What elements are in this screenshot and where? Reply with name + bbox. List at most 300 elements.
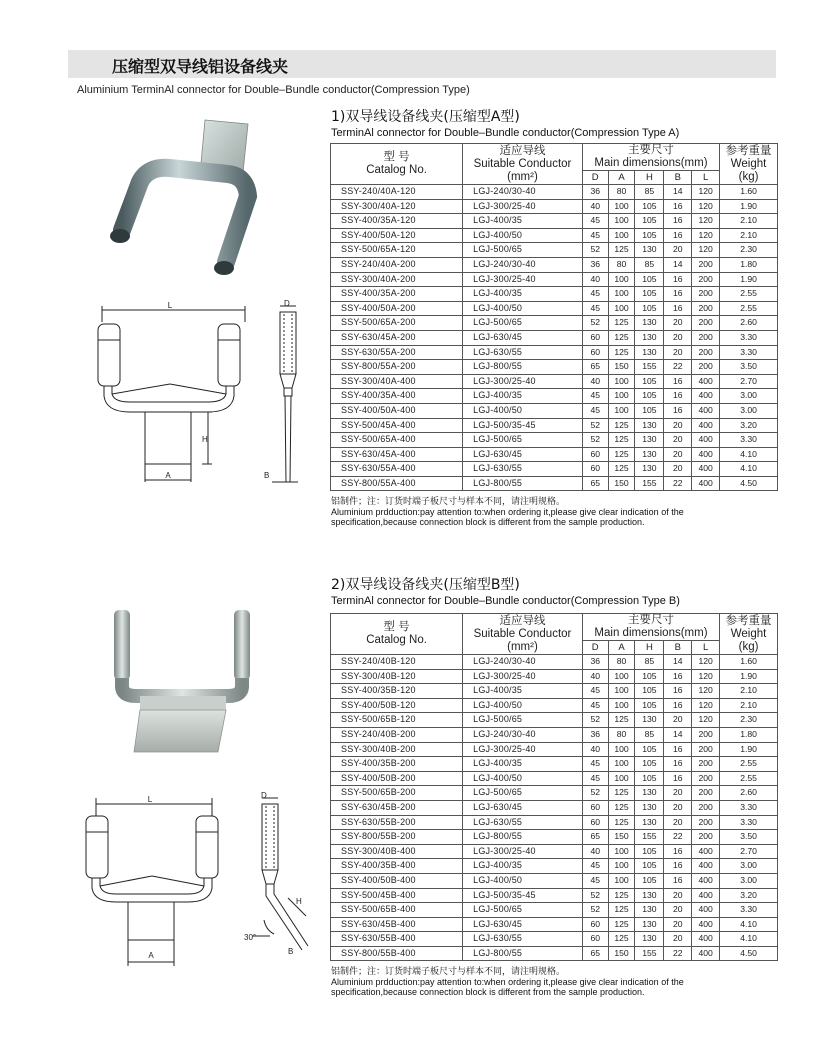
- dimension-cell: 100: [608, 771, 635, 786]
- catalog-cell: SSY-800/55A-400: [331, 476, 463, 491]
- dimension-cell: 20: [664, 888, 692, 903]
- table-row: [331, 272, 778, 287]
- table-row: [331, 932, 778, 947]
- dimension-cell: 85: [635, 185, 664, 200]
- dimension-cell: 150: [608, 830, 635, 845]
- weight-cell: 2.30: [720, 243, 778, 258]
- weight-cell: 3.00: [720, 403, 778, 418]
- catalog-cell: SSY-500/45B-400: [331, 888, 463, 903]
- dimension-cell: 45: [582, 859, 608, 874]
- dimension-cell: 125: [608, 418, 635, 433]
- dimension-cell: 200: [692, 742, 720, 757]
- table-row: [331, 301, 778, 316]
- table-row: [331, 873, 778, 888]
- conductor-cell: LGJ-500/65: [463, 316, 583, 331]
- dimension-cell: 150: [608, 946, 635, 961]
- dimension-cell: 125: [608, 447, 635, 462]
- dimension-cell: 120: [692, 228, 720, 243]
- conductor-cell: LGJ-400/50: [463, 301, 583, 316]
- conductor-cell: LGJ-630/45: [463, 917, 583, 932]
- weight-cell: 2.55: [720, 771, 778, 786]
- weight-cell: 2.55: [720, 757, 778, 772]
- dim-label-h: H: [296, 897, 302, 906]
- dim-label-angle: 30°: [244, 933, 257, 942]
- table-body: [331, 185, 778, 491]
- conductor-cell: LGJ-240/30-40: [463, 655, 583, 670]
- dimension-cell: 105: [635, 771, 664, 786]
- dimension-cell: 45: [582, 287, 608, 302]
- catalog-cell: SSY-300/40A-120: [331, 199, 463, 214]
- dimension-cell: 100: [608, 287, 635, 302]
- table-row: [331, 345, 778, 360]
- conductor-cell: LGJ-240/30-40: [463, 727, 583, 742]
- table-row: [331, 859, 778, 874]
- dimension-cell: 155: [635, 830, 664, 845]
- conductor-cell: LGJ-500/65: [463, 713, 583, 728]
- dimension-cell: 105: [635, 873, 664, 888]
- dimension-cell: 400: [692, 859, 720, 874]
- dim-header-cell: L: [692, 641, 720, 655]
- table-row: [331, 447, 778, 462]
- table-row: [331, 888, 778, 903]
- dimension-cell: 20: [664, 903, 692, 918]
- catalog-cell: SSY-400/35A-120: [331, 214, 463, 229]
- dimension-cell: 60: [582, 462, 608, 477]
- dimension-cell: 130: [635, 786, 664, 801]
- weight-cell: 1.90: [720, 742, 778, 757]
- dimension-cell: 36: [582, 655, 608, 670]
- dimension-cell: 16: [664, 301, 692, 316]
- dimension-cell: 125: [608, 917, 635, 932]
- conductor-cell: LGJ-400/35: [463, 684, 583, 699]
- dimension-cell: 120: [692, 698, 720, 713]
- catalog-cell: SSY-500/65B-400: [331, 903, 463, 918]
- table-row: [331, 713, 778, 728]
- dimension-cell: 20: [664, 815, 692, 830]
- conductor-cell: LGJ-500/35-45: [463, 418, 583, 433]
- conductor-cell: LGJ-500/65: [463, 786, 583, 801]
- weight-cell: 3.00: [720, 389, 778, 404]
- weight-cell: 2.55: [720, 287, 778, 302]
- dimension-cell: 20: [664, 932, 692, 947]
- catalog-cell: SSY-630/45A-400: [331, 447, 463, 462]
- conductor-cell: LGJ-500/65: [463, 903, 583, 918]
- header-conductor: 适应导线 Suitable Conductor (mm²): [463, 614, 583, 655]
- weight-cell: 4.50: [720, 476, 778, 491]
- weight-cell: 3.20: [720, 418, 778, 433]
- weight-cell: 2.60: [720, 786, 778, 801]
- dimension-cell: 100: [608, 374, 635, 389]
- dim-header-cell: A: [608, 171, 635, 185]
- dimension-cell: 16: [664, 287, 692, 302]
- dimension-cell: 120: [692, 214, 720, 229]
- product-photo-type-b: [100, 600, 260, 760]
- dimension-cell: 130: [635, 243, 664, 258]
- dimension-cell: 60: [582, 917, 608, 932]
- dimension-cell: 16: [664, 742, 692, 757]
- table-row: [331, 360, 778, 375]
- dimension-cell: 52: [582, 713, 608, 728]
- dimension-cell: 52: [582, 903, 608, 918]
- conductor-cell: LGJ-240/30-40: [463, 257, 583, 272]
- weight-cell: 1.90: [720, 199, 778, 214]
- catalog-cell: SSY-630/55B-400: [331, 932, 463, 947]
- dimension-cell: 120: [692, 713, 720, 728]
- dimension-cell: 130: [635, 462, 664, 477]
- dimension-cell: 45: [582, 757, 608, 772]
- dimension-cell: 52: [582, 418, 608, 433]
- table-row: [331, 771, 778, 786]
- dimension-cell: 125: [608, 786, 635, 801]
- catalog-cell: SSY-240/40B-200: [331, 727, 463, 742]
- dimension-cell: 36: [582, 185, 608, 200]
- dimension-cell: 16: [664, 199, 692, 214]
- dimension-cell: 105: [635, 228, 664, 243]
- spec-table-type-a: [330, 143, 778, 491]
- dimension-cell: 105: [635, 287, 664, 302]
- dimension-cell: 400: [692, 418, 720, 433]
- dimension-cell: 130: [635, 815, 664, 830]
- dimension-cell: 150: [608, 476, 635, 491]
- catalog-cell: SSY-400/50A-200: [331, 301, 463, 316]
- dimension-cell: 45: [582, 403, 608, 418]
- dimension-cell: 65: [582, 476, 608, 491]
- dimension-cell: 400: [692, 389, 720, 404]
- dimension-cell: 20: [664, 330, 692, 345]
- weight-cell: 1.80: [720, 257, 778, 272]
- dim-header-cell: B: [664, 641, 692, 655]
- dim-header-cell: H: [635, 171, 664, 185]
- catalog-cell: SSY-400/35B-120: [331, 684, 463, 699]
- table-row: [331, 669, 778, 684]
- dimension-cell: 45: [582, 389, 608, 404]
- catalog-cell: SSY-240/40A-120: [331, 185, 463, 200]
- table-row: [331, 257, 778, 272]
- catalog-cell: SSY-240/40B-120: [331, 655, 463, 670]
- dim-label-b: B: [288, 947, 294, 956]
- dimension-cell: 130: [635, 917, 664, 932]
- conductor-cell: LGJ-300/25-40: [463, 669, 583, 684]
- section-b-note: 铝制件；注：订货时端子板尺寸与样本不同，请注明规格。 Aluminium prdduction:pay attention to:when ordering it,please give clear indication of the specification,because connection block is different from the sample production.: [331, 966, 684, 997]
- weight-cell: 2.30: [720, 713, 778, 728]
- table-row: [331, 199, 778, 214]
- table-body: [331, 655, 778, 961]
- conductor-cell: LGJ-630/55: [463, 345, 583, 360]
- conductor-cell: LGJ-400/50: [463, 698, 583, 713]
- dimension-cell: 36: [582, 257, 608, 272]
- dimension-cell: 60: [582, 815, 608, 830]
- dimension-cell: 80: [608, 257, 635, 272]
- dimension-cell: 65: [582, 946, 608, 961]
- weight-cell: 1.90: [720, 272, 778, 287]
- conductor-cell: LGJ-630/45: [463, 447, 583, 462]
- conductor-cell: LGJ-400/35: [463, 757, 583, 772]
- dimension-cell: 125: [608, 888, 635, 903]
- dimension-cell: 105: [635, 698, 664, 713]
- section-b-title: 2)双导线设备线夹(压缩型B型): [331, 577, 520, 593]
- dimension-cell: 130: [635, 800, 664, 815]
- weight-cell: 4.10: [720, 462, 778, 477]
- weight-cell: 2.60: [720, 316, 778, 331]
- dim-label-h: H: [202, 435, 208, 444]
- dim-header-cell: A: [608, 641, 635, 655]
- dimension-cell: 125: [608, 462, 635, 477]
- dimension-cell: 120: [692, 243, 720, 258]
- table-row: [331, 462, 778, 477]
- dimension-cell: 52: [582, 316, 608, 331]
- weight-cell: 3.20: [720, 888, 778, 903]
- dimension-cell: 200: [692, 815, 720, 830]
- table-row: [331, 684, 778, 699]
- dimension-cell: 400: [692, 888, 720, 903]
- catalog-cell: SSY-400/35B-200: [331, 757, 463, 772]
- dimension-cell: 60: [582, 345, 608, 360]
- header-weight: 参考重量 Weight (kg): [720, 614, 778, 655]
- section-a-title: 1)双导线设备线夹(压缩型A型): [331, 109, 520, 125]
- weight-cell: 4.10: [720, 932, 778, 947]
- dimension-cell: 200: [692, 316, 720, 331]
- dimension-cell: 20: [664, 462, 692, 477]
- dimension-cell: 100: [608, 199, 635, 214]
- dimension-cell: 14: [664, 257, 692, 272]
- dim-label-d: D: [261, 791, 267, 800]
- dimension-cell: 20: [664, 433, 692, 448]
- conductor-cell: LGJ-400/50: [463, 228, 583, 243]
- weight-cell: 3.30: [720, 345, 778, 360]
- dimension-cell: 85: [635, 257, 664, 272]
- dimension-cell: 120: [692, 669, 720, 684]
- catalog-cell: SSY-400/50B-400: [331, 873, 463, 888]
- conductor-cell: LGJ-800/55: [463, 476, 583, 491]
- weight-cell: 2.55: [720, 301, 778, 316]
- weight-cell: 3.00: [720, 873, 778, 888]
- dimension-cell: 155: [635, 946, 664, 961]
- dimension-cell: 125: [608, 330, 635, 345]
- dimension-cell: 105: [635, 301, 664, 316]
- catalog-cell: SSY-630/55A-400: [331, 462, 463, 477]
- conductor-cell: LGJ-300/25-40: [463, 199, 583, 214]
- dimension-cell: 105: [635, 684, 664, 699]
- dimension-cell: 130: [635, 447, 664, 462]
- dimension-cell: 16: [664, 757, 692, 772]
- catalog-cell: SSY-400/50B-120: [331, 698, 463, 713]
- dimension-cell: 65: [582, 830, 608, 845]
- weight-cell: 2.10: [720, 214, 778, 229]
- dimension-cell: 45: [582, 214, 608, 229]
- dimension-cell: 400: [692, 844, 720, 859]
- header-conductor: 适应导线 Suitable Conductor (mm²): [463, 144, 583, 185]
- dimension-cell: 105: [635, 844, 664, 859]
- weight-cell: 1.80: [720, 727, 778, 742]
- weight-cell: 4.50: [720, 946, 778, 961]
- dimension-cell: 16: [664, 669, 692, 684]
- dimension-cell: 400: [692, 917, 720, 932]
- dimension-cell: 22: [664, 476, 692, 491]
- catalog-cell: SSY-500/45A-400: [331, 418, 463, 433]
- dimension-cell: 105: [635, 374, 664, 389]
- dimension-cell: 85: [635, 727, 664, 742]
- dimension-cell: 40: [582, 844, 608, 859]
- table-row: [331, 403, 778, 418]
- dimension-cell: 130: [635, 330, 664, 345]
- dimension-cell: 120: [692, 199, 720, 214]
- dimension-cell: 130: [635, 713, 664, 728]
- table-row: [331, 228, 778, 243]
- table-row: [331, 330, 778, 345]
- product-photo-type-a: [100, 112, 270, 287]
- dim-label-a: A: [165, 471, 171, 480]
- catalog-cell: SSY-800/55B-200: [331, 830, 463, 845]
- conductor-cell: LGJ-300/25-40: [463, 374, 583, 389]
- dimension-cell: 22: [664, 830, 692, 845]
- dimension-cell: 105: [635, 757, 664, 772]
- page-subtitle: Aluminium TerminAl connector for Double–Bundle conductor(Compression Type): [77, 84, 470, 96]
- dimension-cell: 100: [608, 873, 635, 888]
- dimension-cell: 100: [608, 844, 635, 859]
- dimension-cell: 400: [692, 462, 720, 477]
- conductor-cell: LGJ-240/30-40: [463, 185, 583, 200]
- section-b-subtitle: TerminAl connector for Double–Bundle conductor(Compression Type B): [331, 595, 680, 607]
- table-row: [331, 243, 778, 258]
- page-title: 压缩型双导线铝设备线夹: [112, 57, 289, 76]
- conductor-cell: LGJ-400/50: [463, 873, 583, 888]
- catalog-cell: SSY-500/65B-200: [331, 786, 463, 801]
- table-row: [331, 786, 778, 801]
- weight-cell: 3.30: [720, 903, 778, 918]
- conductor-cell: LGJ-400/35: [463, 389, 583, 404]
- drawing-a-front-view: [90, 300, 260, 495]
- dimension-cell: 105: [635, 214, 664, 229]
- dimension-cell: 65: [582, 360, 608, 375]
- dimension-cell: 400: [692, 433, 720, 448]
- header-bar: [68, 50, 776, 78]
- weight-cell: 2.70: [720, 374, 778, 389]
- dimension-cell: 400: [692, 403, 720, 418]
- dimension-cell: 105: [635, 272, 664, 287]
- conductor-cell: LGJ-400/35: [463, 214, 583, 229]
- dimension-cell: 45: [582, 228, 608, 243]
- dimension-cell: 100: [608, 214, 635, 229]
- dimension-cell: 60: [582, 932, 608, 947]
- dimension-cell: 100: [608, 389, 635, 404]
- catalog-cell: SSY-630/55B-200: [331, 815, 463, 830]
- catalog-cell: SSY-500/65A-400: [331, 433, 463, 448]
- dimension-cell: 200: [692, 360, 720, 375]
- conductor-cell: LGJ-500/65: [463, 243, 583, 258]
- conductor-cell: LGJ-800/55: [463, 946, 583, 961]
- table-row: [331, 287, 778, 302]
- weight-cell: 2.10: [720, 228, 778, 243]
- dimension-cell: 20: [664, 345, 692, 360]
- dimension-cell: 45: [582, 771, 608, 786]
- header-catalog: 型 号 Catalog No.: [331, 614, 463, 655]
- table-row: [331, 830, 778, 845]
- table-row: [331, 800, 778, 815]
- dimension-cell: 16: [664, 844, 692, 859]
- catalog-cell: SSY-500/65A-120: [331, 243, 463, 258]
- dimension-cell: 120: [692, 185, 720, 200]
- dimension-cell: 36: [582, 727, 608, 742]
- table-row: [331, 815, 778, 830]
- dimension-cell: 125: [608, 800, 635, 815]
- table-row: [331, 655, 778, 670]
- conductor-cell: LGJ-630/55: [463, 932, 583, 947]
- dimension-cell: 200: [692, 800, 720, 815]
- dimension-cell: 200: [692, 330, 720, 345]
- dimension-cell: 200: [692, 830, 720, 845]
- dim-header-cell: D: [582, 171, 608, 185]
- dimension-cell: 80: [608, 655, 635, 670]
- dimension-cell: 16: [664, 389, 692, 404]
- header-catalog: 型 号 Catalog No.: [331, 144, 463, 185]
- dimension-cell: 100: [608, 403, 635, 418]
- dimension-cell: 16: [664, 873, 692, 888]
- dimension-cell: 40: [582, 669, 608, 684]
- header-dimensions: 主要尺寸 Main dimensions(mm): [582, 144, 719, 171]
- conductor-cell: LGJ-300/25-40: [463, 272, 583, 287]
- dimension-cell: 100: [608, 228, 635, 243]
- dimension-cell: 200: [692, 786, 720, 801]
- catalog-cell: SSY-300/40A-400: [331, 374, 463, 389]
- dimension-cell: 125: [608, 316, 635, 331]
- dim-header-cell: B: [664, 171, 692, 185]
- dim-label-a: A: [148, 951, 154, 960]
- dimension-cell: 16: [664, 374, 692, 389]
- dimension-cell: 20: [664, 418, 692, 433]
- dimension-cell: 45: [582, 684, 608, 699]
- dimension-cell: 155: [635, 360, 664, 375]
- weight-cell: 3.30: [720, 330, 778, 345]
- dimension-cell: 40: [582, 272, 608, 287]
- dimension-cell: 400: [692, 374, 720, 389]
- weight-cell: 3.50: [720, 830, 778, 845]
- conductor-cell: LGJ-630/45: [463, 330, 583, 345]
- weight-cell: 2.10: [720, 698, 778, 713]
- section-a-note: 铝制件；注：订货时端子板尺寸与样本不同，请注明规格。 Aluminium prdduction:pay attention to:when ordering it,please give clear indication of the specification,because connection block is different from the sample production.: [331, 496, 684, 527]
- drawing-b-side-view: [244, 790, 324, 965]
- dimension-cell: 16: [664, 684, 692, 699]
- dimension-cell: 130: [635, 903, 664, 918]
- catalog-cell: SSY-500/65B-120: [331, 713, 463, 728]
- dimension-cell: 130: [635, 932, 664, 947]
- dimension-cell: 125: [608, 903, 635, 918]
- dim-label-d: D: [284, 300, 290, 308]
- dimension-cell: 100: [608, 301, 635, 316]
- dimension-cell: 125: [608, 433, 635, 448]
- table-row: [331, 727, 778, 742]
- dim-header-cell: D: [582, 641, 608, 655]
- dimension-cell: 85: [635, 655, 664, 670]
- weight-cell: 1.60: [720, 655, 778, 670]
- dimension-cell: 16: [664, 859, 692, 874]
- table-row: [331, 698, 778, 713]
- dim-header-cell: L: [692, 171, 720, 185]
- catalog-cell: SSY-400/35A-200: [331, 287, 463, 302]
- table-row: [331, 389, 778, 404]
- dimension-cell: 120: [692, 655, 720, 670]
- weight-cell: 2.70: [720, 844, 778, 859]
- catalog-cell: SSY-300/40B-200: [331, 742, 463, 757]
- dimension-cell: 16: [664, 698, 692, 713]
- table-row: [331, 316, 778, 331]
- dimension-cell: 130: [635, 433, 664, 448]
- catalog-cell: SSY-400/50B-200: [331, 771, 463, 786]
- conductor-cell: LGJ-400/50: [463, 403, 583, 418]
- catalog-cell: SSY-630/45A-200: [331, 330, 463, 345]
- dimension-cell: 150: [608, 360, 635, 375]
- dimension-cell: 20: [664, 786, 692, 801]
- table-row: [331, 374, 778, 389]
